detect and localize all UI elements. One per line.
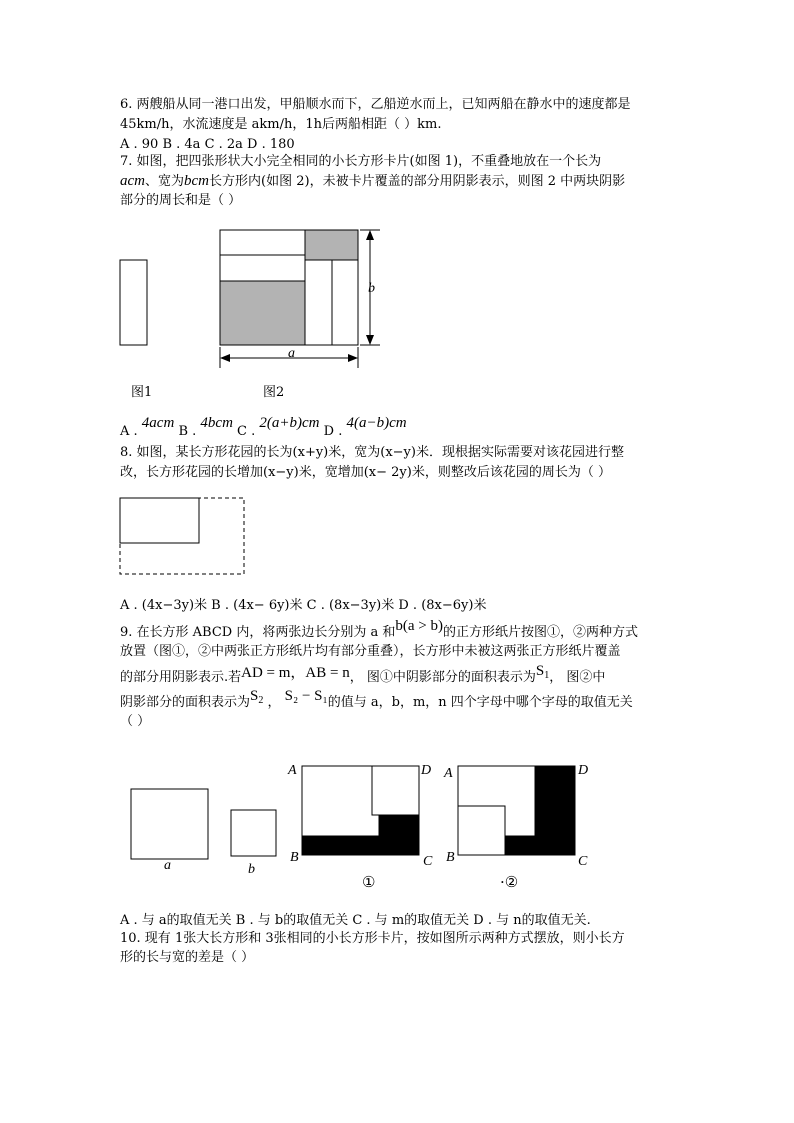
q9-condition: b(a > b)	[395, 618, 443, 634]
q7-label-a: a	[288, 346, 295, 361]
q9-s1-sub: 1	[544, 670, 550, 681]
q8-line1: 8. 如图，某长方形花园的长为(x+y)米，宽为(x−y)米．现根据实际需要对该花园进行整	[120, 445, 624, 460]
q9-diff: S₂ − S₁	[284, 688, 328, 704]
q9-line1-rest: 的正方形纸片按图①，②两种方式	[442, 625, 638, 640]
q9-fig2-D: D	[578, 763, 589, 778]
q7-line1: 7. 如图，把四张形状大小完全相同的小长方形卡片(如图 1)，不重叠地放在一个长为	[120, 154, 602, 169]
q7-opt-a: 4acm	[141, 415, 175, 431]
q9-line4-post: 的值与 a，b，m，n 四个字母中哪个字母的取值无关	[327, 695, 633, 710]
q9-fig1-D: D	[421, 763, 432, 778]
q7-opt-c-prefix: C .	[237, 424, 256, 439]
q7-fig2	[220, 230, 380, 368]
q9-fig1-mark: ①	[362, 873, 376, 891]
q9-s2-letter: S	[250, 688, 259, 704]
q9-s2-sub: 2	[258, 695, 264, 706]
q9-label-b: b	[248, 862, 255, 877]
q7-shade-right	[305, 230, 358, 260]
q9-fig2-square-b	[458, 806, 505, 855]
q9-line3-post: ， 图②中	[549, 670, 606, 685]
q9-options: A . 与 a的取值无关 B . 与 b的取值无关 C . 与 m的取值无关 D . 与 n的取值无关.	[120, 913, 591, 928]
q7-rest: 长方形内(如图 2)，未被卡片覆盖的部分用阴影表示，则图 2 中两块阴影	[209, 174, 626, 189]
q7-b-arrow-up	[366, 230, 374, 240]
q10-line1: 10. 现有 1张大长方形和 3张相同的小长方形卡片，按如图所示两种方式摆放，则小长方	[120, 931, 625, 946]
q7-card-top1	[220, 230, 305, 255]
q9-fig2-mark: ·②	[500, 873, 519, 891]
q7-opt-c: 2(a+b)cm	[259, 415, 320, 431]
q9-line4: 阴影部分的面积表示为$S_2$ ， S₂ − S₁的值与 a，b，m，n 四个字母中哪个字母的取值无关	[120, 688, 633, 710]
q9-fig1-B: B	[290, 850, 299, 865]
q9-line1	[120, 618, 638, 641]
q7-a-cm: acm	[120, 173, 145, 189]
q9-line2: 放置（图①，②中两张正方形纸片均有部分重叠），长方形中未被这两张正方形纸片覆盖	[120, 644, 621, 659]
q9-fig1-square-b	[372, 766, 419, 815]
q7-fig1-caption: 图1	[131, 385, 153, 400]
q7-fig2-caption: 图2	[263, 385, 285, 400]
q7-mid: 、宽为	[145, 174, 185, 189]
q9-s2	[250, 688, 263, 704]
q9-s1-letter: S	[535, 663, 545, 679]
q7-b-cm: bcm	[184, 173, 210, 189]
q9-fig2-C: C	[578, 854, 588, 869]
q9-fig1-C: C	[423, 854, 433, 869]
q7-a-arrow-right	[348, 354, 358, 362]
q9-s1	[536, 663, 549, 679]
q9-line5: （ ）	[120, 714, 151, 729]
q9-line3-mid: ， 图①中阴影部分的面积表示为	[349, 670, 536, 685]
q7-a-arrow-left	[220, 354, 230, 362]
q9-label-a: a	[164, 858, 171, 873]
q6-line1: 6. 两艘船从同一港口出发，甲船顺水而下，乙船逆水而上，已知两船在静水中的速度都是	[120, 97, 631, 112]
q7-label-b: b	[368, 281, 375, 296]
q7-fig1-card	[120, 260, 147, 345]
q7-card-top2	[220, 255, 305, 281]
q7-opt-b: 4bcm	[200, 415, 233, 431]
q6-options: A . 90 B . 4a C . 2a D . 180	[120, 137, 295, 152]
q8-original-garden	[120, 498, 199, 543]
q9-line3	[120, 663, 606, 690]
q7-card-v1	[305, 260, 332, 345]
q9-line3-pre: 的部分用阴影表示.若	[120, 670, 242, 685]
q9-ad-ab: AD = m，AB = n	[241, 665, 350, 681]
q9-fig2-A: A	[444, 766, 453, 781]
q8-options: A . (4x−3y)米 B . (4x− 6y)米 C . (8x−3y)米 D . (8x−6y)米	[120, 598, 487, 613]
q7-opt-b-prefix: B .	[178, 424, 197, 439]
q8-figure	[120, 498, 244, 574]
q7-b-arrow-down	[366, 335, 374, 345]
q7-opt-d: 4(a−b)cm	[346, 415, 407, 431]
q9-fig2-B: B	[446, 850, 455, 865]
q8-line2: 改，长方形花园的长增加(x−y)米，宽增加(x− 2y)米，则整改后该花园的周长为（ ）	[120, 465, 611, 480]
q9-fig1-A: A	[288, 763, 297, 778]
q9-fig1-square-a	[302, 766, 379, 836]
q9-line4-pre: 阴影部分的面积表示为	[120, 695, 251, 710]
q7-shade-left	[220, 281, 305, 345]
q7-line3: 部分的周长和是（ ）	[120, 193, 242, 208]
q7-opt-d-prefix: D .	[323, 424, 343, 439]
q10-line2: 形的长与宽的差是（ ）	[120, 950, 255, 965]
q9-line1-text: 9. 在长方形 ABCD 内，将两张边长分别为 a 和	[120, 625, 396, 640]
q7-opt-a-prefix: A .	[120, 424, 138, 439]
q6-line2: 45km/h，水流速度是 akm/h，1h后两船相距（ ）km.	[120, 117, 442, 132]
q9-square-a	[131, 789, 208, 859]
q9-square-b	[231, 810, 276, 856]
q9-figures	[131, 766, 575, 859]
q7-card-v2	[332, 260, 358, 345]
q7-options	[120, 415, 407, 440]
